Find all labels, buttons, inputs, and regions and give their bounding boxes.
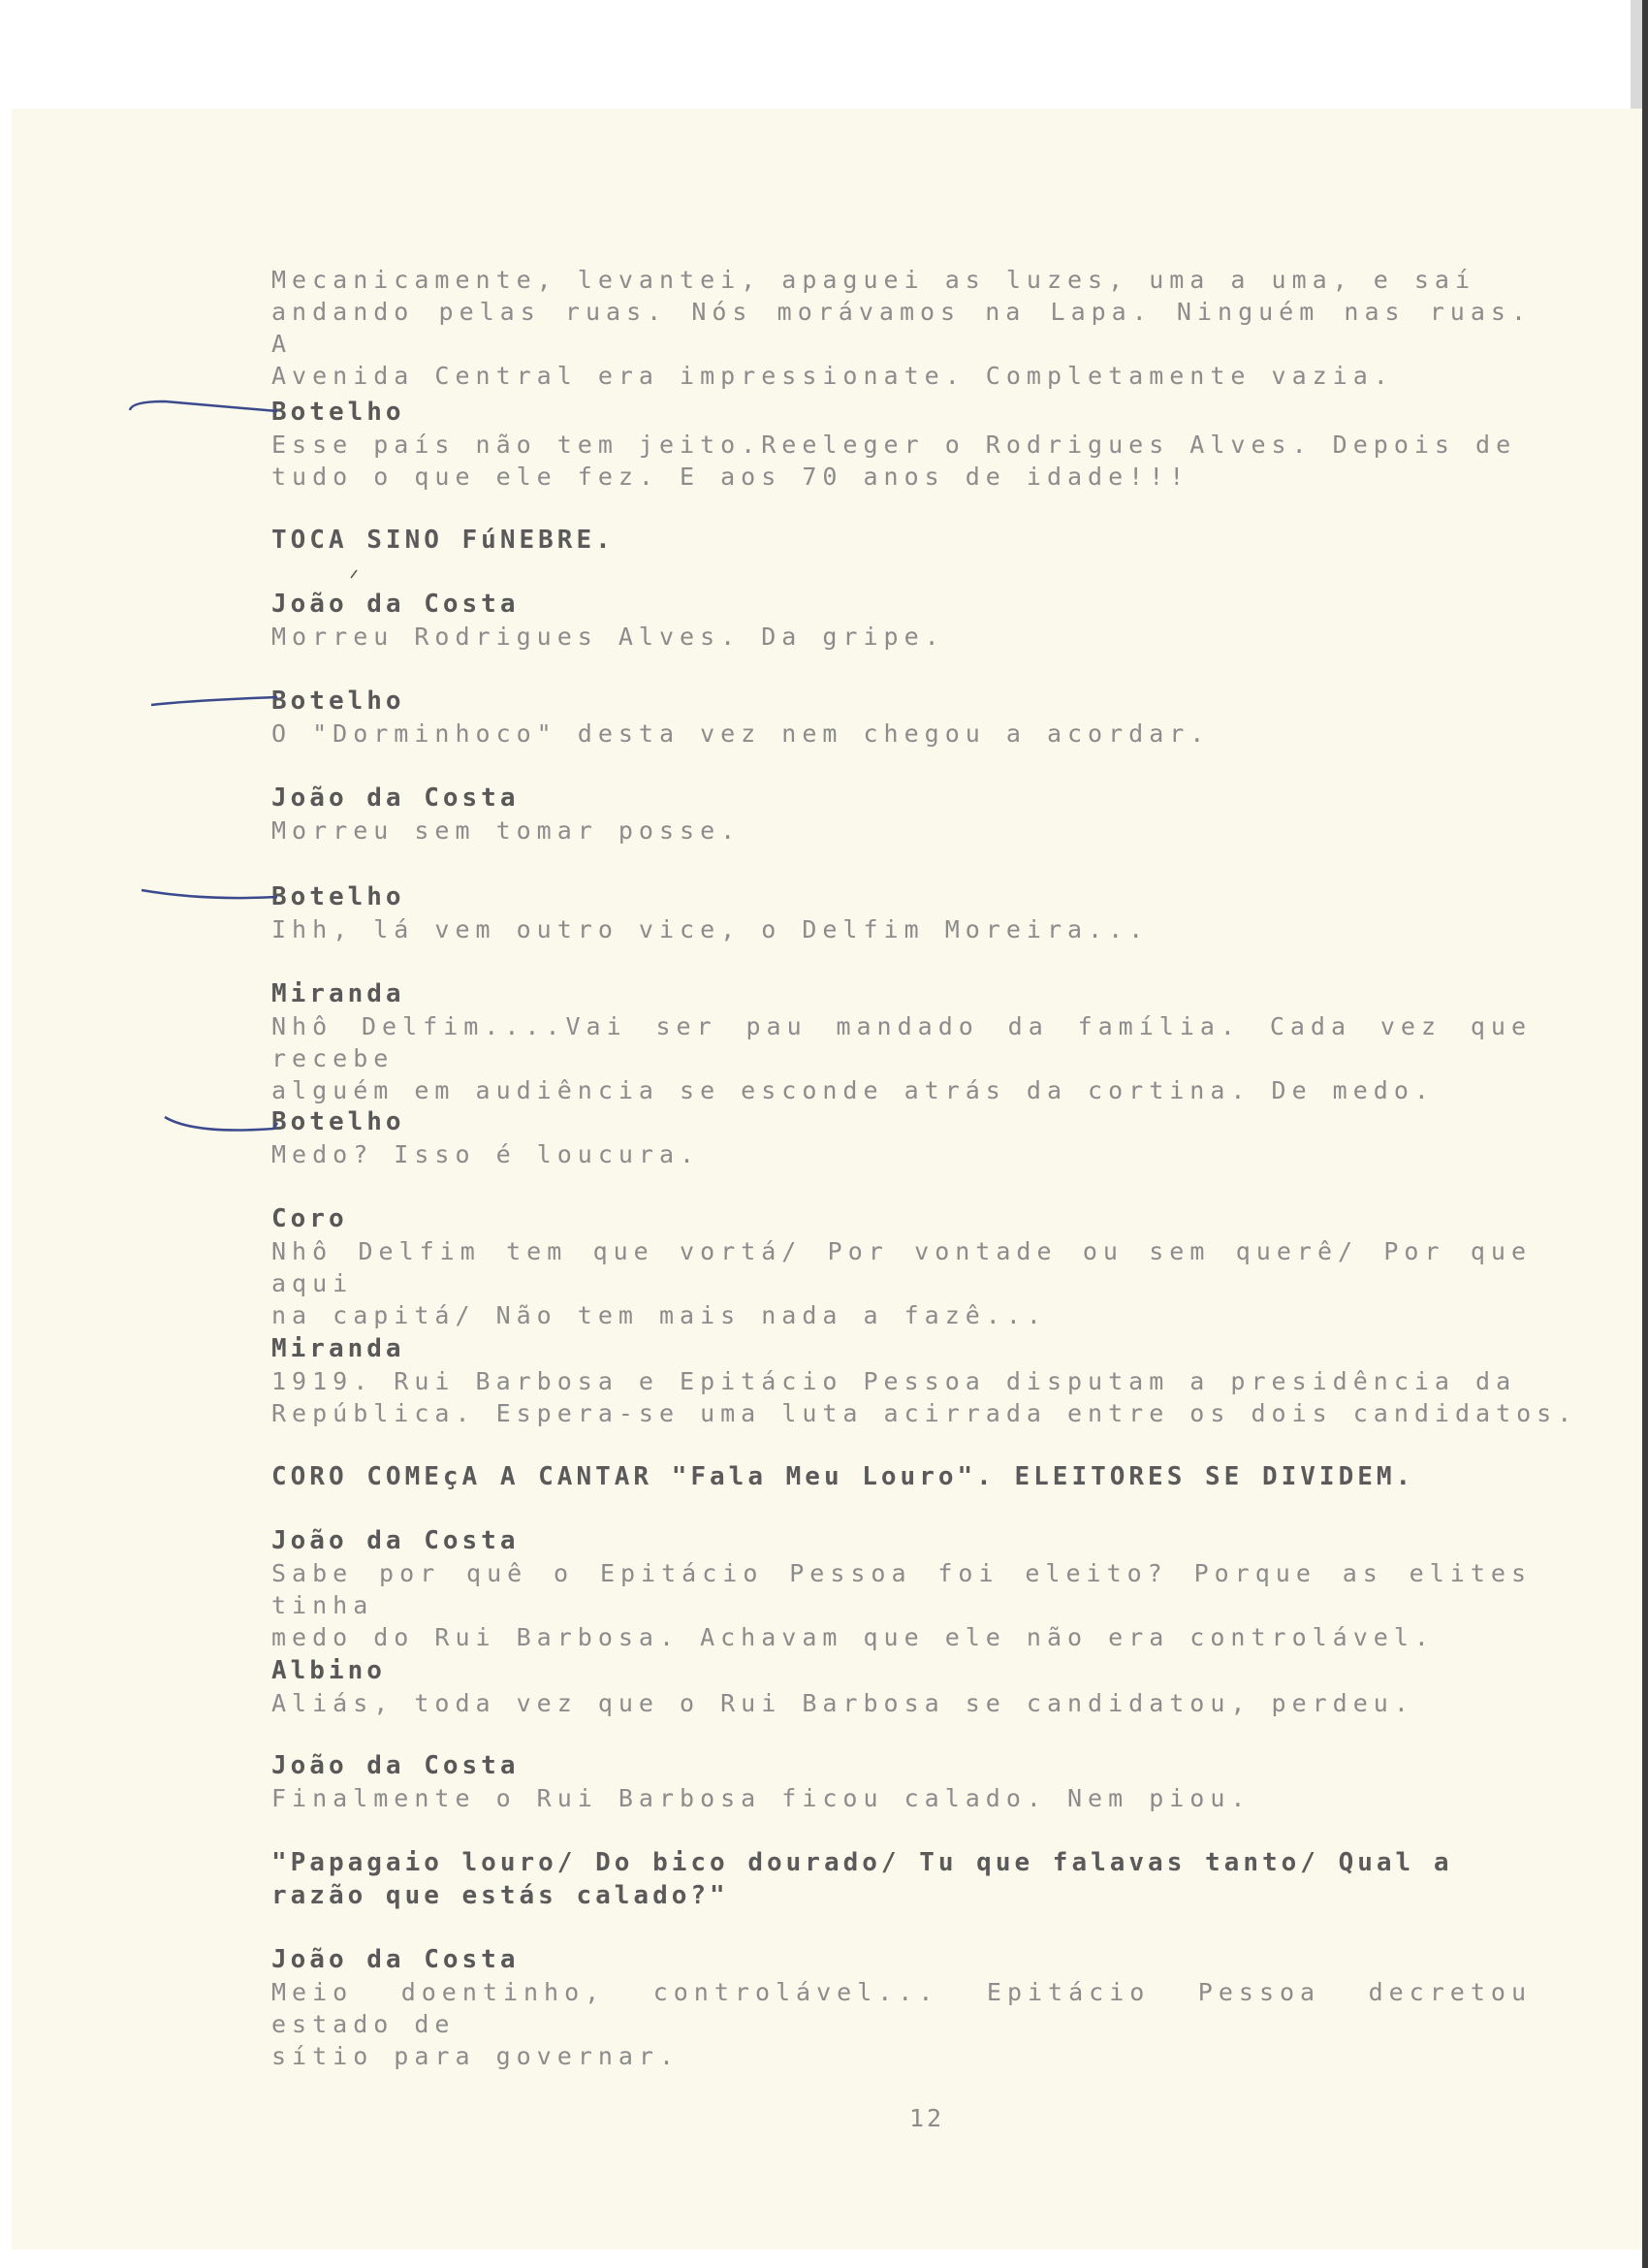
text-line: O "Dorminhoco" desta vez nem chegou a acordar. <box>271 719 1211 748</box>
speaker-name: Botelho <box>271 1107 405 1136</box>
text-line: alguém em audiência se esconde atrás da cortina. De medo. <box>271 1076 1435 1104</box>
text-line: Nhô Delfim....Vai ser pau mandado da família. Cada vez que recebe <box>271 1012 1532 1072</box>
pen-mark-botelho-2 <box>151 697 277 705</box>
text-line: andando pelas ruas. Nós morávamos na Lapa. Ninguém nas ruas. A <box>271 298 1532 358</box>
pen-tick <box>351 570 357 578</box>
speaker-name: João da Costa <box>271 1751 520 1780</box>
speaker-name: Miranda <box>271 979 405 1008</box>
text-line: Mecanicamente, levantei, apaguei as luzes, uma a uma, e saí <box>271 266 1476 294</box>
text-line: República. Espera-se uma luta acirrada entre os dois candidatos. <box>271 1399 1578 1427</box>
speaker-name: Botelho <box>271 398 405 427</box>
speaker-name: João da Costa <box>271 1945 520 1974</box>
page-number: 12 <box>909 2104 945 2132</box>
lyrics-line: "Papagaio louro/ Do bico dourado/ Tu que falavas tanto/ Qual a <box>271 1848 1453 1877</box>
speaker-name: Botelho <box>271 882 405 911</box>
text-line: na capitá/ Não tem mais nada a fazê... <box>271 1301 1047 1329</box>
pen-mark-botelho-4 <box>165 1117 277 1131</box>
text-line: Aliás, toda vez que o Rui Barbosa se candidatou, perdeu. <box>271 1689 1414 1717</box>
speaker-name: João da Costa <box>271 590 520 619</box>
text-line: Medo? Isso é loucura. <box>271 1140 701 1168</box>
speaker-name: Miranda <box>271 1334 405 1363</box>
text-line: Sabe por quê o Epitácio Pessoa foi eleito? Porque as elites tinha <box>271 1559 1532 1619</box>
text-line: Morreu sem tomar posse. <box>271 816 742 845</box>
speaker-name: João da Costa <box>271 783 520 813</box>
text-line: sítio para governar. <box>271 2042 681 2070</box>
direction-text: TOCA SINO FúNEBRE. <box>271 526 615 555</box>
text-line: Meio doentinho, controlável... Epitácio Pessoa decretou estado de <box>271 1978 1532 2038</box>
text-line: Esse país não tem jeito.Reeleger o Rodrigues Alves. Depois de <box>271 431 1517 459</box>
speaker-name: João da Costa <box>271 1526 520 1555</box>
direction-text: CORO COMEçA A CANTAR "Fala Meu Louro". ELEITORES SE DIVIDEM. <box>271 1462 1415 1491</box>
speaker-name: Botelho <box>271 687 405 716</box>
pen-mark-botelho-3 <box>142 890 277 898</box>
text-line: medo do Rui Barbosa. Achavam que ele não era controlável. <box>271 1623 1435 1651</box>
lyrics-line: razão que estás calado?" <box>271 1881 729 1910</box>
text-line: tudo o que ele fez. E aos 70 anos de idade!!! <box>271 463 1190 491</box>
speaker-name: Coro <box>271 1204 348 1233</box>
text-line: Ihh, lá vem outro vice, o Delfim Moreira... <box>271 915 1150 943</box>
text-line: 1919. Rui Barbosa e Epitácio Pessoa disputam a presidência da <box>271 1367 1517 1395</box>
text-line: Morreu Rodrigues Alves. Da gripe. <box>271 623 945 651</box>
speaker-name: Albino <box>271 1656 386 1685</box>
pen-mark-botelho-1 <box>130 401 277 411</box>
text-line: Avenida Central era impressionate. Completamente vazia. <box>271 362 1394 390</box>
text-line: Nhô Delfim tem que vortá/ Por vontade ou sem querê/ Por que aqui <box>271 1237 1532 1297</box>
text-line: Finalmente o Rui Barbosa ficou calado. Nem piou. <box>271 1784 1252 1812</box>
